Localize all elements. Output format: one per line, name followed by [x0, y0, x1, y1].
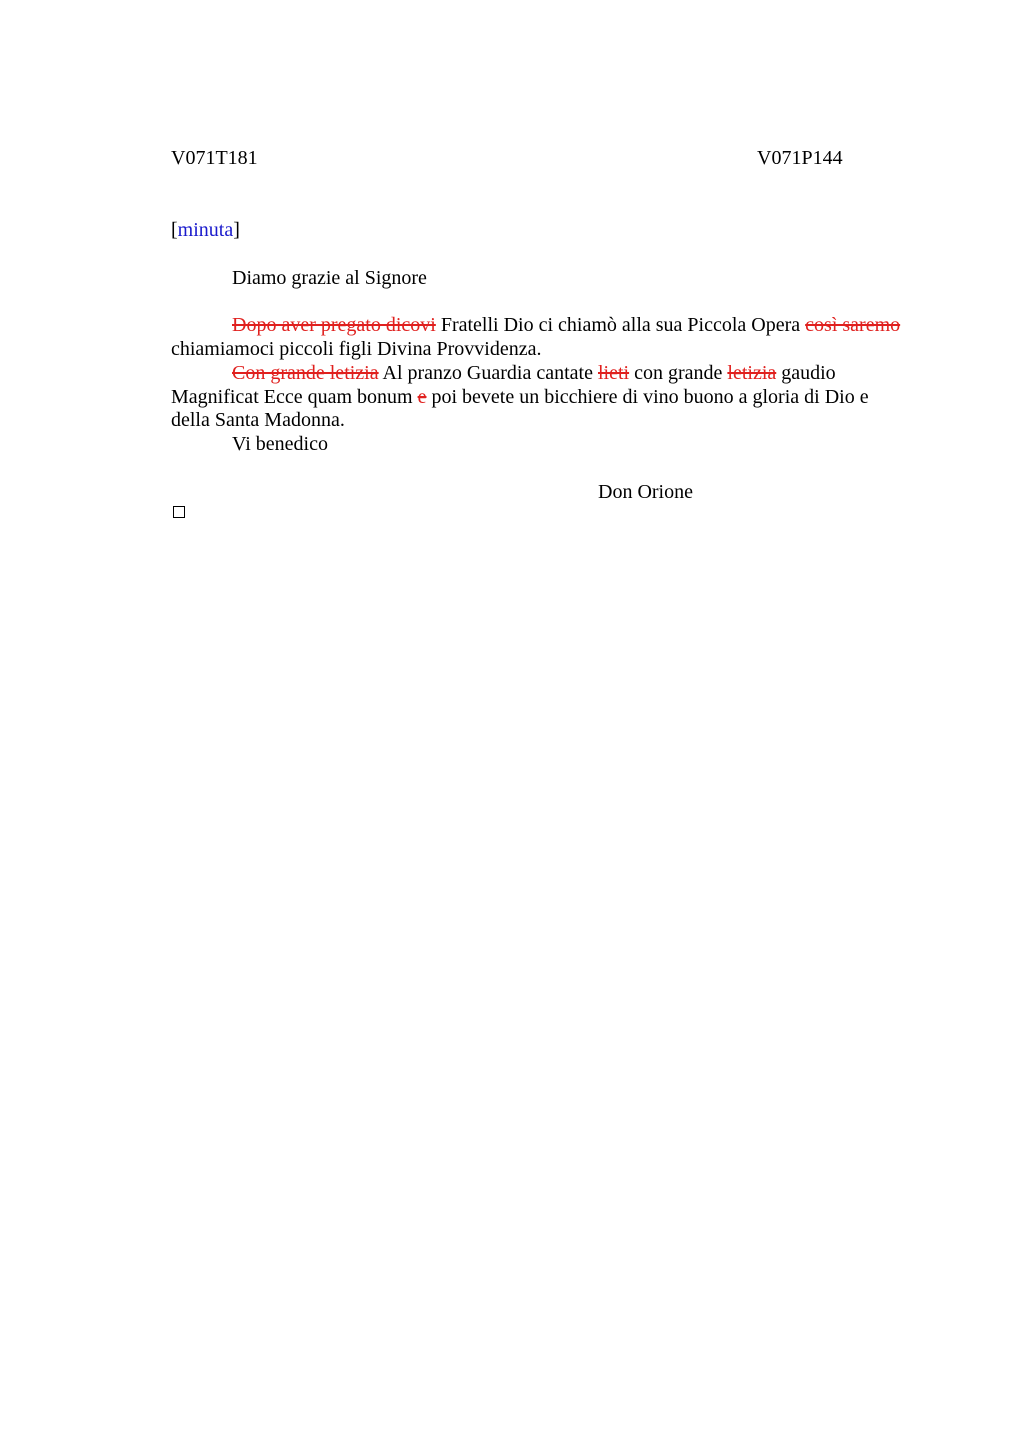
deleted-text: e	[417, 386, 427, 408]
salutation: Diamo grazie al Signore	[232, 267, 427, 289]
note-label: minuta	[177, 219, 234, 241]
document-code-left: V071T181	[171, 147, 258, 169]
paragraph1-line2: chiamiamoci piccoli figli Divina Provvidenza.	[171, 338, 542, 360]
deleted-text: letizia	[727, 362, 777, 384]
deleted-text: Dopo aver pregato dicovi	[232, 314, 436, 336]
editorial-note	[171, 218, 240, 242]
document-code-right: V071P144	[757, 147, 843, 169]
paragraph2-line1	[232, 361, 836, 385]
signature: Don Orione	[598, 481, 693, 503]
body-text: Fratelli Dio ci chiamò alla sua Piccola Opera	[435, 314, 806, 336]
body-text: poi bevete un bicchiere di vino buono a gloria di Dio e	[426, 386, 869, 408]
body-text: Magnificat Ecce quam bonum	[171, 386, 418, 408]
deleted-text: Con grande letizia	[232, 362, 379, 384]
paragraph2-line2	[171, 385, 869, 409]
deleted-text: lieti	[597, 362, 630, 384]
note-open-bracket: [	[171, 219, 178, 241]
paragraph2-line3: della Santa Madonna.	[171, 409, 345, 431]
body-text: con grande	[629, 362, 728, 384]
note-close-bracket: ]	[233, 219, 240, 241]
body-text: Al pranzo Guardia cantate	[378, 362, 598, 384]
deleted-text: così saremo	[805, 314, 901, 336]
body-text: gaudio	[776, 362, 836, 384]
end-marker-box-icon	[173, 506, 185, 518]
document-page	[171, 0, 931, 1450]
paragraph1-line1	[232, 313, 900, 337]
blessing: Vi benedico	[232, 433, 328, 455]
